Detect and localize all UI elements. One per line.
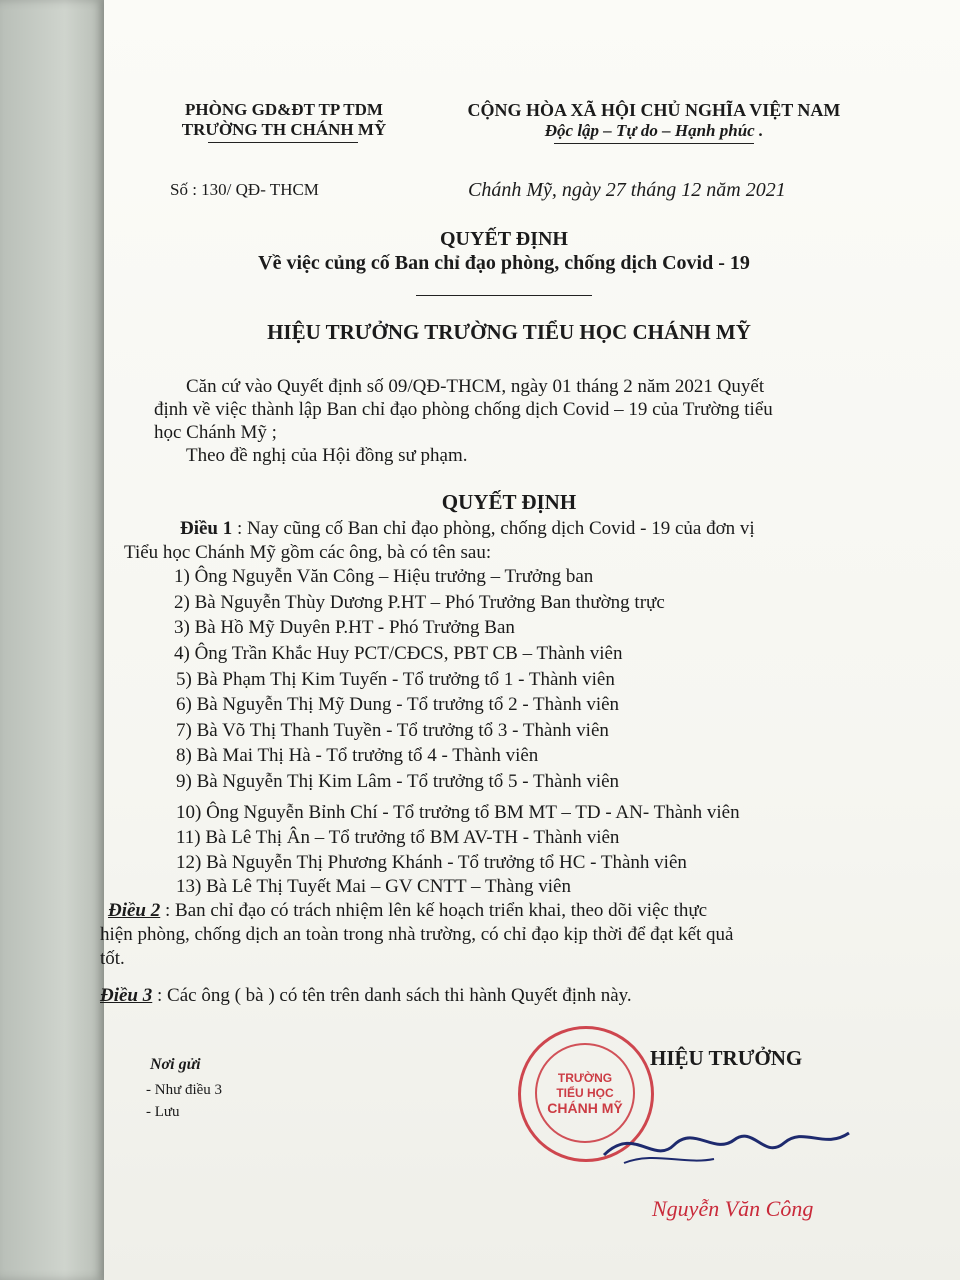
recipient-2: - Lưu [146,1104,180,1120]
nation-line-1: CỘNG HÒA XÃ HỘI CHỦ NGHĨA VIỆT NAM [467,100,841,120]
place-date: Chánh Mỹ, ngày 27 tháng 12 năm 2021 [468,179,786,201]
document-subtitle: Về việc củng cố Ban chỉ đạo phòng, chống dịch Covid - 19 [258,252,750,274]
member-6: 6) Bà Nguyễn Thị Mỹ Dung - Tổ trưởng tổ 2 - Thành viên [176,694,620,715]
signer-title: HIỆU TRƯỞNG [650,1046,803,1070]
article-2-label: Điều 2 [108,900,161,921]
article-2-line-2: hiện phòng, chống dịch an toàn trong nhà trường, có chỉ đạo kịp thời để đạt kết quả [100,924,734,945]
basis-line-3: học Chánh Mỹ ; [154,422,277,443]
recipient-1: - Như điều 3 [146,1082,223,1098]
basis-line-1: Căn cứ vào Quyết định số 09/QĐ-THCM, ngày 01 tháng 2 năm 2021 Quyết [186,376,765,397]
member-12: 12) Bà Nguyễn Thị Phương Khánh - Tổ trưởng tổ HC - Thành viên [176,852,687,873]
article-3-text: : Các ông ( bà ) có tên trên danh sách thi hành Quyết định này. [152,985,632,1006]
title-divider [416,295,592,296]
article-3-line [100,984,632,1007]
org-underline [208,142,358,143]
basis-line-4: Theo đề nghị của Hội đồng sư phạm. [186,445,468,466]
member-13: 13) Bà Lê Thị Tuyết Mai – GV CNTT – Thàng viên [176,876,571,897]
org-line-2: TRƯỜNG TH CHÁNH MỸ [181,120,387,139]
authority-heading: HIỆU TRƯỞNG TRƯỜNG TIỂU HỌC CHÁNH MỸ [267,320,751,344]
nation-underline [554,143,754,144]
recipients-heading: Nơi gửi [150,1056,201,1073]
document-sheet [100,0,960,1280]
article-1-line-2: Tiểu học Chánh Mỹ gồm các ông, bà có tên sau: [124,542,492,563]
basis-line-2: định về việc thành lập Ban chỉ đạo phòng chống dịch Covid – 19 của Trường tiểu [154,399,773,420]
member-1: 1) Ông Nguyễn Văn Công – Hiệu trưởng – Trưởng ban [174,566,594,587]
article-1-line-1 [180,517,755,540]
document-title: QUYẾT ĐỊNH [440,228,568,250]
member-8: 8) Bà Mai Thị Hà - Tổ trưởng tổ 4 - Thành viên [176,745,539,766]
article-2-text: : Ban chỉ đạo có trách nhiệm lên kế hoạch triển khai, theo dõi việc thực [160,900,708,921]
article-1-label: Điều 1 [180,518,233,539]
org-line-1: PHÒNG GD&ĐT TP TDM [185,100,383,119]
member-3: 3) Bà Hồ Mỹ Duyên P.HT - Phó Trưởng Ban [174,617,515,638]
decision-heading: QUYẾT ĐỊNH [441,490,577,514]
member-5: 5) Bà Phạm Thị Kim Tuyến - Tổ trưởng tổ 1 - Thành viên [176,669,615,690]
member-10: 10) Ông Nguyễn Bỉnh Chí - Tổ trưởng tổ BM MT – TD - AN- Thành viên [176,802,740,823]
nation-line-2: Độc lập – Tự do – Hạnh phúc . [544,121,764,140]
article-2-line-3: tốt. [100,948,125,969]
stamp-line-2: TIỂU HỌC [556,1085,614,1100]
signature-mark [594,1115,864,1175]
signer-name: Nguyễn Văn Công [652,1196,814,1221]
article-3-label: Điều 3 [100,985,153,1006]
member-9: 9) Bà Nguyễn Thị Kim Lâm - Tổ trưởng tổ 5 - Thành viên [176,771,620,792]
article-1-text: : Nay cũng cố Ban chỉ đạo phòng, chống dịch Covid - 19 của đơn vị [232,518,755,539]
adjacent-page-edge [0,0,118,1280]
member-7: 7) Bà Võ Thị Thanh Tuyền - Tổ trưởng tổ 3 - Thành viên [176,720,609,741]
stamp-line-1: TRƯỜNG [557,1070,613,1085]
stamp-line-3: CHÁNH MỸ [547,1099,623,1116]
member-2: 2) Bà Nguyễn Thùy Dương P.HT – Phó Trưởng Ban thường trực [174,592,665,613]
article-2-line-1 [108,899,707,922]
member-4: 4) Ông Trần Khắc Huy PCT/CĐCS, PBT CB – Thành viên [174,643,623,664]
member-11: 11) Bà Lê Thị Ân – Tổ trưởng tổ BM AV-TH - Thành viên [176,827,620,848]
document-number: Số : 130/ QĐ- THCM [170,180,319,199]
